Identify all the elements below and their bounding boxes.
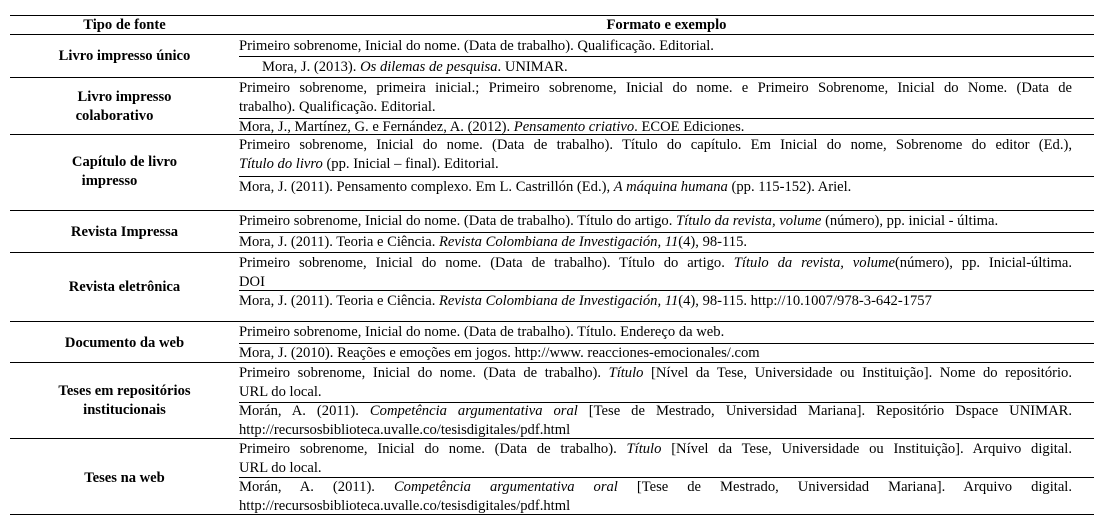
- example-title: Pensamento criativo: [513, 119, 635, 135]
- format-text: DOI: [239, 274, 265, 290]
- format-text: Primeiro sobrenome, Inicial do nome. (Data de trabalho).: [239, 365, 609, 381]
- example-url: http://recursosbiblioteca.uvalle.co/tesisdigitales/pdf.html: [239, 498, 571, 514]
- row-rule: [10, 210, 1094, 211]
- format-template: [239, 37, 1072, 56]
- format-text: (pp. Inicial – final). Editorial.: [322, 156, 499, 172]
- format-italic: Título da revista, volume: [676, 213, 822, 229]
- example-text: . UNIMAR.: [497, 59, 568, 75]
- format-example: [239, 344, 1072, 363]
- format-template: [239, 212, 1072, 231]
- format-text: Primeiro sobrenome, Inicial do nome. (Data de trabalho).: [239, 441, 627, 457]
- example-text: Mora, J., Martínez, G. e Fernández, A. (2012).: [239, 119, 514, 135]
- format-text: Primeiro sobrenome, primeira inicial.; Primeiro sobrenome, Inicial do nome. e Primeiro Sobrenome, Inicial do Nome. (Data de: [239, 80, 1072, 96]
- format-italic: Título: [608, 365, 644, 381]
- format-example: [239, 118, 1072, 137]
- format-example: [239, 402, 1072, 440]
- source-type: Documento da web: [64, 334, 185, 351]
- row-rule: [10, 321, 1094, 322]
- row-rule: [10, 77, 1094, 78]
- format-example: [239, 478, 1072, 516]
- example-title: Competência argumentativa oral: [369, 403, 578, 419]
- format-text: [Nível da Tese, Universidade ou Instituição]. Arquivo digital.: [661, 441, 1072, 457]
- example-text: [Tese de Mestrado, Universidad Mariana]. Arquivo digital.: [617, 479, 1073, 495]
- format-italic: Título do livro: [239, 156, 323, 172]
- format-text: URL do local.: [239, 460, 322, 476]
- source-type: Revista eletrônica: [68, 279, 181, 295]
- format-italic: Título: [626, 441, 662, 457]
- format-text: [Nível da Tese, Universidade ou Instituição]. Nome do repositório.: [643, 365, 1072, 381]
- source-type-line: Livro impresso: [77, 89, 172, 105]
- format-example: [239, 292, 1072, 311]
- source-type-line: institucionais: [83, 402, 166, 418]
- format-template: [239, 136, 1072, 174]
- example-text: Mora, J. (2011). Teoria e Ciência.: [239, 234, 439, 250]
- example-text: Morán, A. (2011).: [239, 403, 370, 419]
- format-template: [239, 323, 1072, 342]
- inner-rule: [239, 56, 1094, 57]
- format-text: (número), pp. Inicial-última.: [894, 255, 1072, 271]
- example-title: A máquina humana: [613, 179, 728, 195]
- format-example: [262, 58, 1095, 77]
- source-type: [10, 382, 239, 420]
- source-type: Livro impresso único: [58, 47, 191, 64]
- example-text: Mora, J. (2013).: [262, 59, 361, 75]
- example-text: Mora, J. (2010). Reações e emoções em jogos. http://www. reacciones-emocionales/.com: [239, 345, 760, 361]
- example-text: (pp. 115-152). Ariel.: [727, 179, 852, 195]
- format-template: [239, 364, 1072, 402]
- source-type-line: Teses em repositórios: [58, 383, 191, 399]
- example-title: Competência argumentativa oral: [393, 479, 618, 495]
- format-text: (número), pp. inicial - última.: [821, 213, 999, 229]
- header-col-format: Formato e exemplo: [606, 17, 727, 33]
- example-title: Revista Colombiana de Investigación, 11: [439, 293, 679, 309]
- format-template: [239, 79, 1072, 117]
- format-template: [239, 440, 1072, 478]
- format-italic: Título da revista, volume: [733, 255, 895, 271]
- source-type: Teses na web: [84, 469, 165, 486]
- example-url: http://recursosbiblioteca.uvalle.co/tesisdigitales/pdf.html: [239, 422, 571, 438]
- header-col-source: Tipo de fonte: [83, 17, 166, 33]
- format-text: Primeiro sobrenome, Inicial do nome. (Data de trabalho). Título. Endereço da web.: [239, 324, 725, 340]
- source-type-line: Capítulo de livro: [71, 154, 178, 170]
- example-text: [Tese de Mestrado, Universidad Mariana]. Repositório Dspace UNIMAR.: [577, 403, 1072, 419]
- format-text: Primeiro sobrenome, Inicial do nome. (Data de trabalho). Título do artigo.: [239, 255, 734, 271]
- format-text: Primeiro sobrenome, Inicial do nome. (Data de trabalho). Qualificação. Editorial.: [239, 38, 714, 54]
- example-text: . ECOE Ediciones.: [634, 119, 745, 135]
- example-text: Mora, J. (2011). Pensamento complexo. Em L. Castrillón (Ed.),: [239, 179, 614, 195]
- source-type-line: colaborativo: [75, 108, 154, 124]
- example-title: Revista Colombiana de Investigación, 11: [439, 234, 679, 250]
- example-text: Morán, A. (2011).: [239, 479, 394, 495]
- format-template: [239, 254, 1072, 292]
- format-example: [239, 233, 1072, 252]
- inner-rule: [239, 176, 1094, 177]
- format-example: [239, 178, 1072, 197]
- example-title: Os dilemas de pesquisa: [360, 59, 498, 75]
- format-text: Primeiro sobrenome, Inicial do nome. (Data de trabalho). Título do capítulo. Em Inicial do nome, Sobrenome do editor (Ed.),: [239, 137, 1072, 153]
- source-type: [10, 88, 239, 126]
- format-text: trabalho). Qualificação. Editorial.: [239, 99, 436, 115]
- source-type: Revista Impressa: [70, 223, 179, 240]
- example-text: Mora, J. (2011). Teoria e Ciência.: [239, 293, 439, 309]
- example-text: (4), 98-115.: [678, 234, 748, 250]
- format-text: Primeiro sobrenome, Inicial do nome. (Data de trabalho). Título do artigo.: [239, 213, 677, 229]
- format-text: URL do local.: [239, 384, 322, 400]
- example-text: (4), 98-115. http://10.1007/978-3-642-1757: [678, 293, 932, 309]
- row-rule: [10, 252, 1094, 253]
- source-type-line: impresso: [81, 173, 138, 189]
- source-type: [10, 153, 239, 191]
